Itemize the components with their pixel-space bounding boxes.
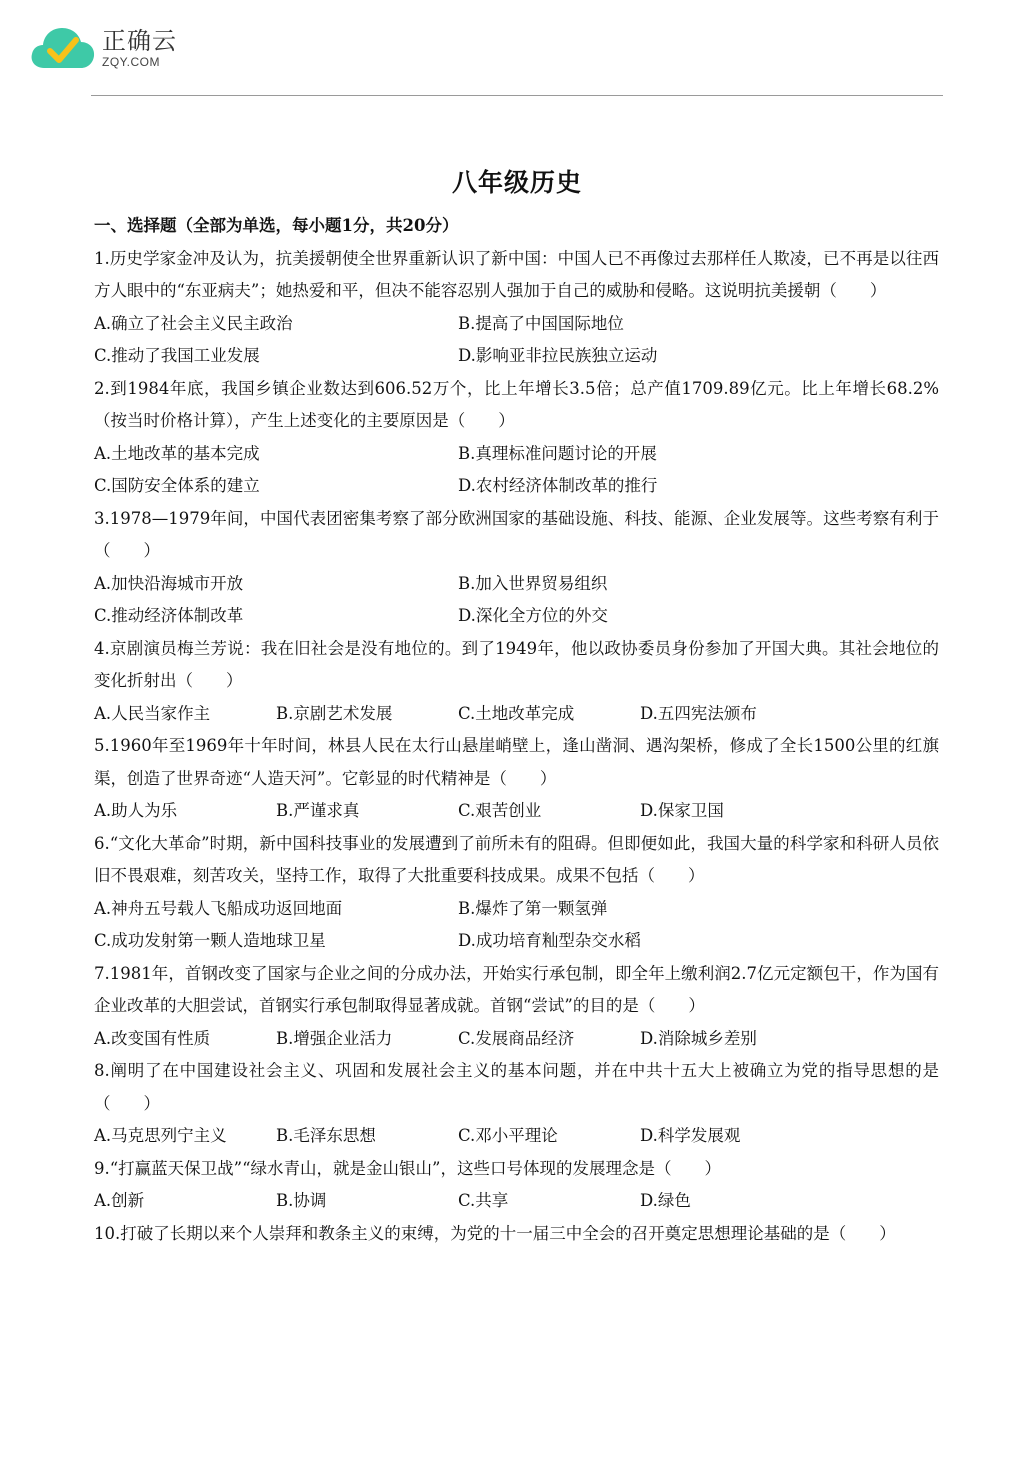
option-list	[94, 1120, 939, 1153]
option-list	[94, 698, 939, 731]
question-item-10	[94, 1218, 939, 1251]
question-stem: 8.阐明了在中国建设社会主义、巩固和发展社会主义的基本问题，并在中共十五大上被确立为党的指导思想的是（ ）	[94, 1061, 939, 1113]
option-b: B.加入世界贸易组织	[458, 573, 608, 593]
option-a: A.创新	[94, 1191, 145, 1210]
option-c: C.共享	[458, 1191, 509, 1210]
question-item-9	[94, 1153, 939, 1218]
option-b: B.提高了中国国际地位	[458, 313, 624, 333]
option-a: A.神舟五号载人飞船成功返回地面	[94, 898, 343, 918]
option-a: A.助人为乐	[94, 801, 178, 820]
option-d: D.深化全方位的外交	[458, 606, 608, 625]
option-d: D.消除城乡差别	[640, 1028, 757, 1048]
option-c: C.推动了我国工业发展	[94, 346, 260, 365]
question-item-6	[94, 828, 939, 958]
option-d: D.绿色	[640, 1191, 691, 1210]
option-list	[94, 1023, 939, 1056]
option-list	[94, 308, 939, 373]
question-item-3	[94, 503, 939, 633]
question-stem: 5.1960年至1969年十年时间，林县人民在太行山悬崖峭壁上，逢山凿洞、遇沟架桥，修成了全长1500公里的红旗渠，创造了世界奇迹“人造天河”。它彰显的时代精神是（ ）	[94, 736, 939, 788]
option-list	[94, 1185, 939, 1218]
option-d: D.成功培育籼型杂交水稻	[458, 931, 641, 950]
header-divider	[91, 95, 943, 96]
document-title: 八年级历史	[451, 168, 582, 197]
option-a: A.土地改革的基本完成	[94, 443, 260, 463]
question-stem: 4.京剧演员梅兰芳说：我在旧社会是没有地位的。到了1949年，他以政协委员身份参加了开国大典。其社会地位的变化折射出（ ）	[94, 638, 939, 690]
brand-wordmark	[102, 26, 177, 69]
option-a: A.加快沿海城市开放	[94, 573, 244, 593]
cloud-check-logo-icon	[30, 24, 96, 72]
question-item-8	[94, 1055, 939, 1153]
question-section	[94, 210, 939, 1250]
question-item-7	[94, 958, 939, 1056]
brand-name-en: ZQY.COM	[102, 54, 160, 69]
option-d: D.五四宪法颁布	[640, 703, 757, 723]
option-d: D.影响亚非拉民族独立运动	[458, 346, 658, 365]
option-list	[94, 438, 939, 503]
section-heading: 一、选择题（全部为单选，每小题1分，共20分）	[94, 216, 459, 235]
option-list	[94, 893, 939, 958]
option-c: C.艰苦创业	[458, 801, 542, 820]
question-stem: 2.到1984年底，我国乡镇企业数达到606.52万个，比上年增长3.5倍；总产值1709.89亿元。比上年增长68.2%（按当时价格计算），产生上述变化的主要原因是（ ）	[94, 378, 939, 430]
option-a: A.改变国有性质	[94, 1028, 211, 1048]
option-c: C.推动经济体制改革	[94, 606, 244, 625]
option-b: B.真理标准问题讨论的开展	[458, 443, 657, 463]
option-c: C.国防安全体系的建立	[94, 476, 260, 495]
option-list	[94, 568, 939, 633]
brand-header	[30, 22, 177, 74]
option-d: D.科学发展观	[640, 1126, 741, 1145]
question-item-4	[94, 633, 939, 731]
option-c: C.成功发射第一颗人造地球卫星	[94, 931, 326, 950]
question-item-2	[94, 373, 939, 503]
option-c: C.土地改革完成	[458, 703, 575, 723]
option-a: A.马克思列宁主义	[94, 1126, 227, 1145]
option-b: B.爆炸了第一颗氢弹	[458, 898, 608, 918]
option-list	[94, 795, 939, 828]
option-b: B.增强企业活力	[276, 1028, 393, 1048]
option-d: D.保家卫国	[640, 801, 724, 820]
question-item-5	[94, 730, 939, 828]
option-c: C.邓小平理论	[458, 1126, 558, 1145]
brand-name-cn: 正确云	[102, 26, 177, 55]
option-d: D.农村经济体制改革的推行	[458, 476, 658, 495]
question-stem: 3.1978—1979年间，中国代表团密集考察了部分欧洲国家的基础设施、科技、能源、企业发展等。这些考察有利于（ ）	[94, 508, 939, 560]
option-b: B.严谨求真	[276, 801, 360, 820]
option-a: A.人民当家作主	[94, 703, 211, 723]
option-a: A.确立了社会主义民主政治	[94, 313, 293, 333]
question-stem: 1.历史学家金冲及认为，抗美援朝使全世界重新认识了新中国：中国人已不再像过去那样任人欺凌，已不再是以往西方人眼中的“东亚病夫”；她热爱和平，但决不能容忍别人强加于自己的威胁和侵略。这说明抗美援朝（ ）	[94, 248, 939, 300]
option-c: C.发展商品经济	[458, 1028, 575, 1048]
question-stem: 9.“打赢蓝天保卫战”“绿水青山，就是金山银山”，这些口号体现的发展理念是（ ）	[94, 1158, 721, 1178]
option-b: B.京剧艺术发展	[276, 703, 393, 723]
option-b: B.毛泽东思想	[276, 1126, 376, 1145]
question-stem: 10.打破了长期以来个人崇拜和教条主义的束缚，为党的十一届三中全会的召开奠定思想理论基础的是（ ）	[94, 1223, 896, 1243]
question-stem: 6.“文化大革命”时期，新中国科技事业的发展遭到了前所未有的阻碍。但即便如此，我国大量的科学家和科研人员依旧不畏艰难，刻苦攻关，坚持工作，取得了大批重要科技成果。成果不包括（ ）	[94, 833, 939, 885]
question-stem: 7.1981年，首钢改变了国家与企业之间的分成办法，开始实行承包制，即全年上缴利润2.7亿元定额包干，作为国有企业改革的大胆尝试，首钢实行承包制取得显著成就。首钢“尝试”的目的是（ ）	[94, 963, 939, 1015]
option-b: B.协调	[276, 1191, 327, 1210]
question-item-1	[94, 243, 939, 373]
